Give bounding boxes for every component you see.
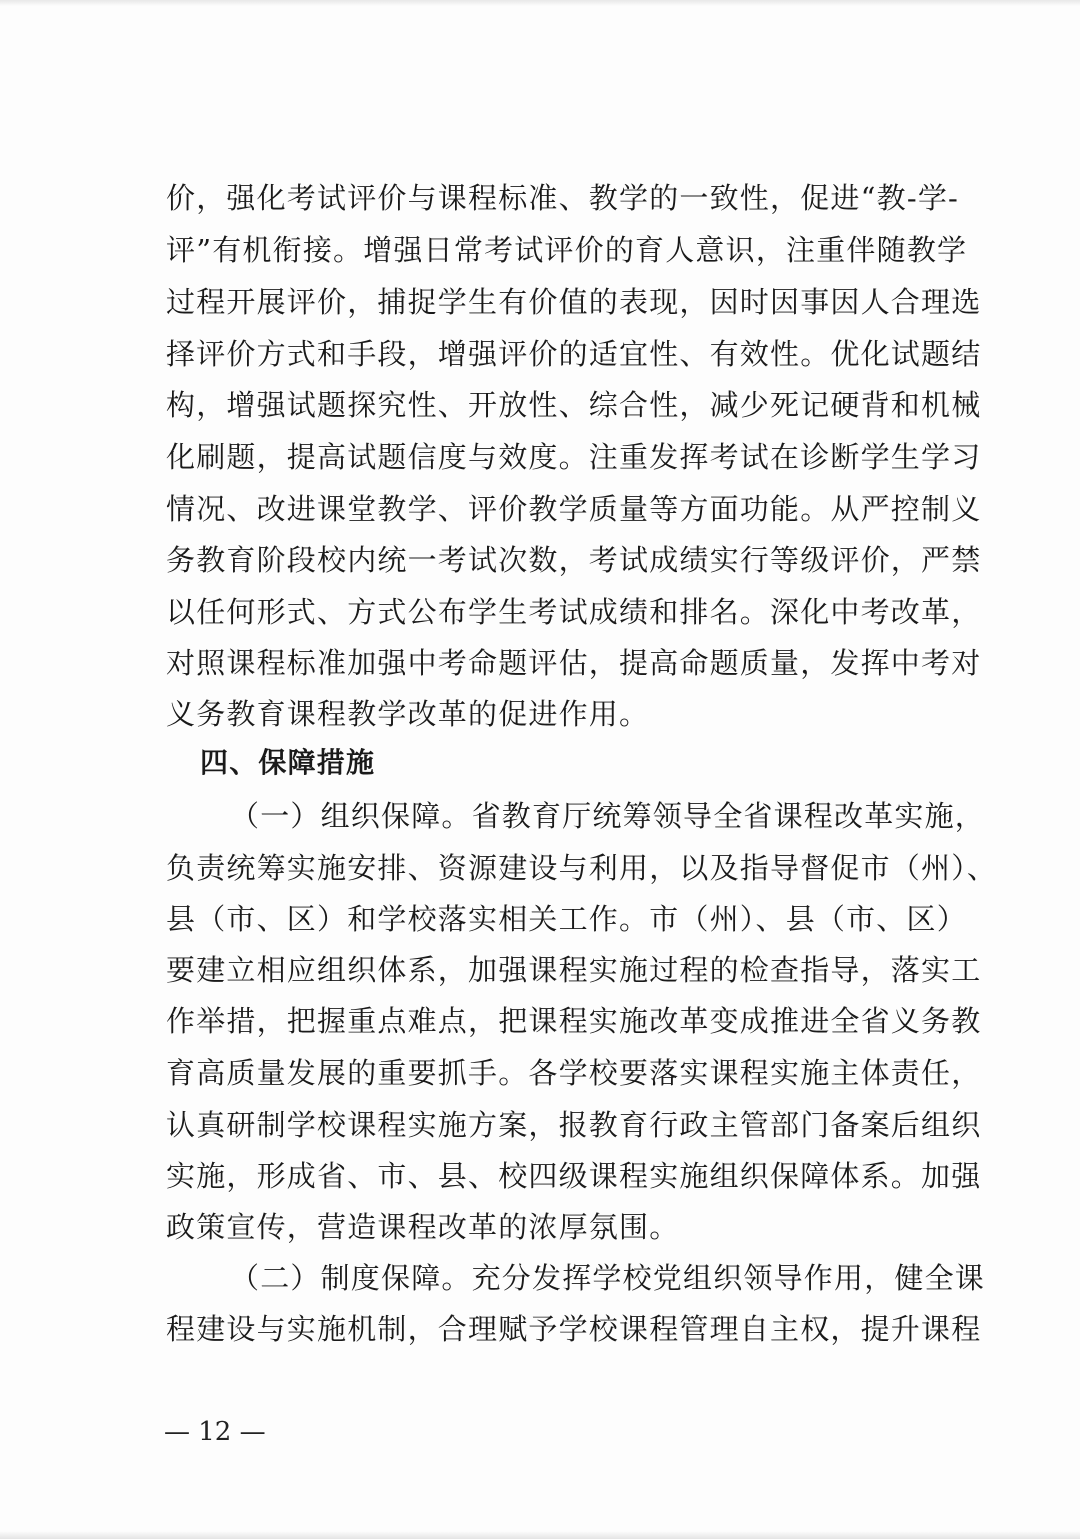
paragraph-2-line-6: 育高质量发展的重要抓手。各学校要落实课程实施主体责任， <box>166 1056 982 1090</box>
paragraph-1-line-6: 化刷题，提高试题信度与效度。注重发挥考试在诊断学生学习 <box>166 440 982 474</box>
paragraph-2-line-2: 负责统筹实施安排、资源建设与利用，以及指导督促市（州）、 <box>166 851 998 885</box>
paragraph-1-line-1: 价，强化考试评价与课程标准、教学的一致性，促进“教-学- <box>166 181 960 215</box>
page-number: — 12 — <box>164 1417 266 1447</box>
paragraph-2-line-3: 县（市、区）和学校落实相关工作。市（州）、县（市、区） <box>166 902 967 936</box>
paragraph-1-line-11: 义务教育课程教学改革的促进作用。 <box>166 697 650 731</box>
paragraph-1-line-2: 评”有机衔接。增强日常考试评价的育人意识，注重伴随教学 <box>166 233 968 267</box>
paragraph-3-line-1: （二）制度保障。充分发挥学校党组织领导作用，健全课 <box>230 1261 986 1295</box>
paragraph-2-line-4: 要建立相应组织体系，加强课程实施过程的检查指导，落实工 <box>166 953 982 987</box>
scan-top-edge <box>0 0 1080 6</box>
paragraph-1-line-7: 情况、改进课堂教学、评价教学质量等方面功能。从严控制义 <box>166 492 982 526</box>
paragraph-2-line-1: （一）组织保障。省教育厅统筹领导全省课程改革实施， <box>230 799 986 833</box>
paragraph-1-line-4: 择评价方式和手段，增强评价的适宜性、有效性。优化试题结 <box>166 337 982 371</box>
paragraph-1-line-9: 以任何形式、方式公布学生考试成绩和排名。深化中考改革， <box>166 595 982 629</box>
paragraph-2-line-7: 认真研制学校课程实施方案，报教育行政主管部门备案后组织 <box>166 1108 982 1142</box>
paragraph-2-line-5: 作举措，把握重点难点，把课程实施改革变成推进全省义务教 <box>166 1004 982 1038</box>
paragraph-2-line-8: 实施，形成省、市、县、校四级课程实施组织保障体系。加强 <box>166 1159 982 1193</box>
paragraph-2-line-9: 政策宣传，营造课程改革的浓厚氛围。 <box>166 1210 680 1244</box>
scan-bottom-edge <box>0 1531 1080 1539</box>
paragraph-1-line-8: 务教育阶段校内统一考试次数，考试成绩实行等级评价，严禁 <box>166 543 982 577</box>
paragraph-1-line-3: 过程开展评价，捕捉学生有价值的表现，因时因事因人合理选 <box>166 285 982 319</box>
paragraph-1-line-10: 对照课程标准加强中考命题评估，提高命题质量，发挥中考对 <box>166 646 982 680</box>
paragraph-3-line-2: 程建设与实施机制，合理赋予学校课程管理自主权，提升课程 <box>166 1312 982 1346</box>
section-heading: 四、保障措施 <box>200 746 376 779</box>
paragraph-1-line-5: 构，增强试题探究性、开放性、综合性，减少死记硬背和机械 <box>166 388 982 422</box>
